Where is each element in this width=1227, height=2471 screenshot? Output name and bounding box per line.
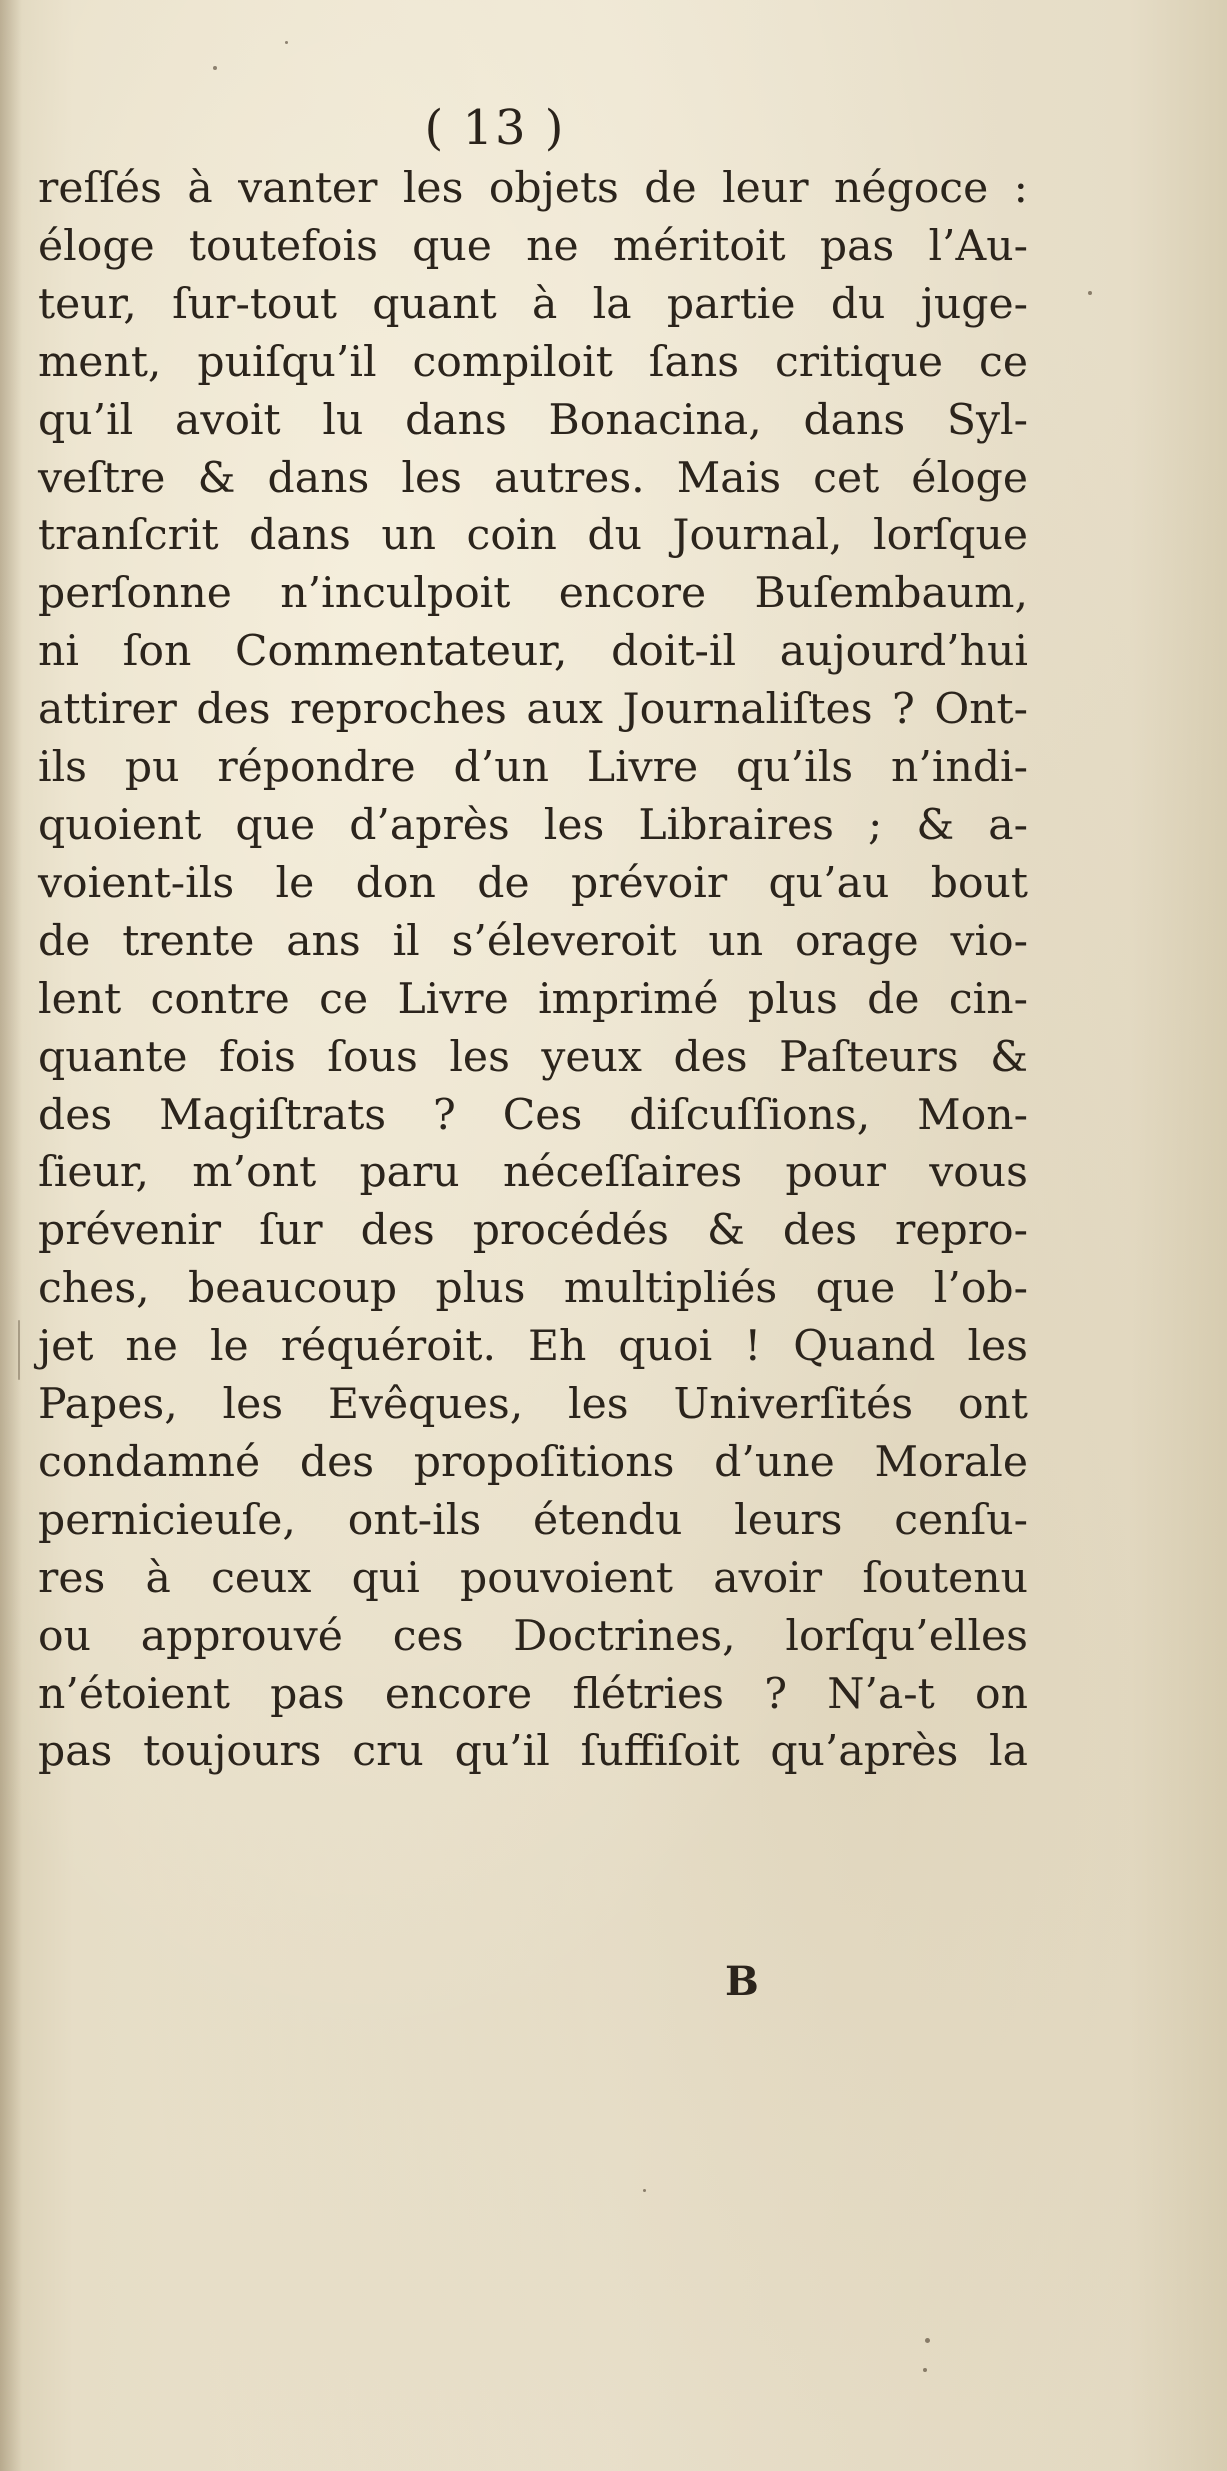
text-line: ou approuvé ces Doctrines, lorſqu’elles [38, 1611, 1028, 1661]
text-line: ment, puiſqu’il compiloit ſans critique ce [38, 337, 1028, 387]
text-line: lent contre ce Livre imprimé plus de cin- [38, 974, 1028, 1024]
page-number: ( 13 ) [424, 100, 566, 156]
page-gutter-shadow [0, 0, 22, 2471]
text-line: pas toujours cru qu’il ſuffiſoit qu’après la [38, 1727, 1028, 1777]
text-line: pernicieuſe, ont-ils étendu leurs cenſu- [38, 1495, 1028, 1545]
body-text [38, 160, 1028, 1781]
paper-speck [213, 66, 217, 70]
paper-speck [1088, 291, 1092, 295]
text-line: n’étoient pas encore flétries ? N’a-t on [38, 1669, 1028, 1719]
text-line: ni ſon Commentateur, doit-il aujourd’hui [38, 627, 1028, 677]
text-line: veſtre & dans les autres. Mais cet éloge [38, 453, 1028, 503]
paper-speck [925, 2338, 930, 2343]
text-line: quoient que d’après les Libraires ; & a- [38, 800, 1028, 850]
text-line: perſonne n’inculpoit encore Buſembaum, [38, 569, 1028, 619]
text-line: jet ne le réquéroit. Eh quoi ! Quand les [38, 1322, 1028, 1372]
text-line: voient-ils le don de prévoir qu’au bout [38, 858, 1028, 908]
text-line: quante fois ſous les yeux des Paſteurs & [38, 1032, 1028, 1082]
text-line: attirer des reproches aux Journaliſtes ? Ont- [38, 685, 1028, 735]
text-line: prévenir ſur des procédés & des repro- [38, 1206, 1028, 1256]
text-line: ches, beaucoup plus multipliés que l’ob- [38, 1264, 1028, 1314]
paper-speck [18, 1320, 20, 1380]
text-line: ils pu répondre d’un Livre qu’ils n’indi- [38, 743, 1028, 793]
text-line: tranſcrit dans un coin du Journal, lorſque [38, 511, 1028, 561]
signature-mark: B [725, 1958, 759, 2005]
text-line: éloge toutefois que ne méritoit pas l’Au- [38, 221, 1028, 271]
text-line: res à ceux qui pouvoient avoir ſoutenu [38, 1553, 1028, 1603]
text-line: condamné des propoſitions d’une Morale [38, 1437, 1028, 1487]
paper-speck [923, 2368, 927, 2372]
text-line: teur, ſur-tout quant à la partie du juge- [38, 279, 1028, 329]
text-line: reſſés à vanter les objets de leur négoce : [38, 164, 1028, 213]
paper-speck [643, 2189, 646, 2192]
text-line: Papes, les Evêques, les Univerſités ont [38, 1380, 1028, 1430]
paper-speck [285, 41, 288, 44]
text-line: qu’il avoit lu dans Bonacina, dans Syl- [38, 395, 1028, 445]
text-line: ſieur, m’ont paru néceſſaires pour vous [38, 1148, 1028, 1198]
text-line: des Magiſtrats ? Ces diſcuſſions, Mon- [38, 1090, 1028, 1140]
text-line: de trente ans il s’éleveroit un orage vio- [38, 916, 1028, 966]
